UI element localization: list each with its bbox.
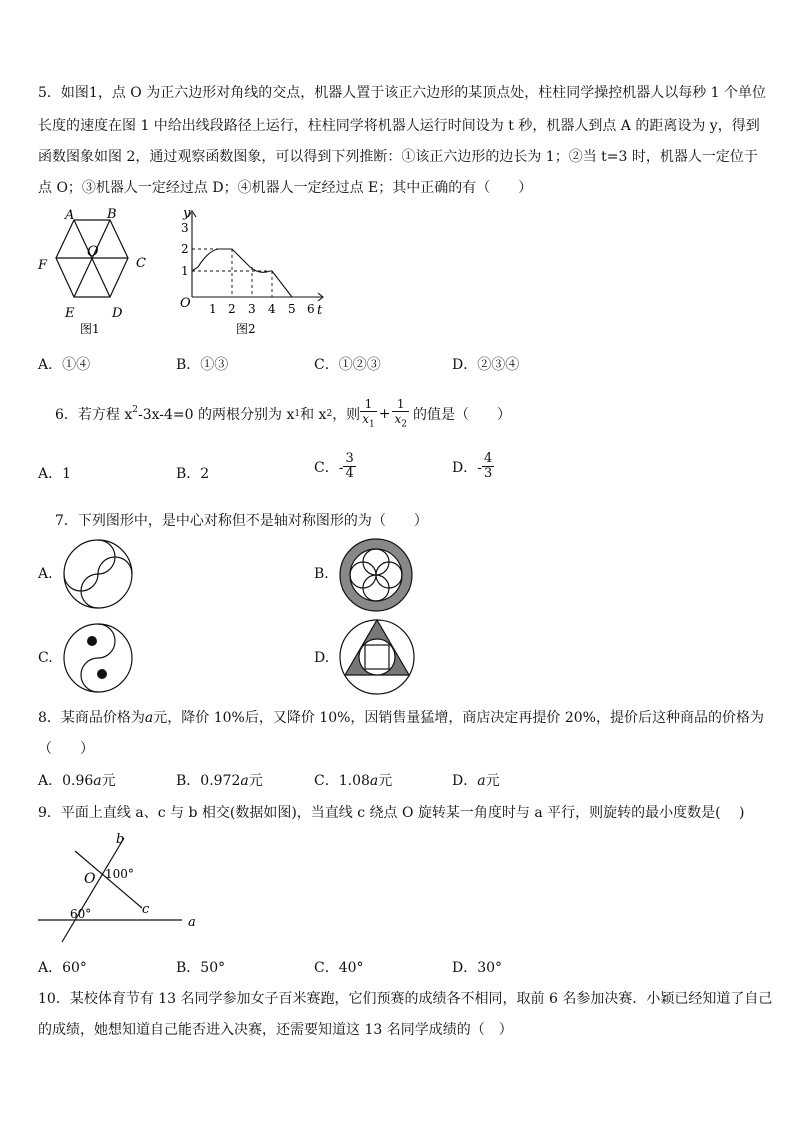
q6-then: ，则 bbox=[332, 407, 361, 424]
q6-sub1: 1 bbox=[294, 409, 301, 420]
q5-option-c[interactable]: C．①②③ bbox=[314, 357, 381, 373]
q10-stem-line2: 的成绩，她想知道自己能否进入决赛，还需要知道这 13 名同学成绩的（ ） bbox=[38, 1022, 513, 1038]
q6-prefix: 6．若方程 x bbox=[55, 407, 133, 424]
q6-plus: + bbox=[378, 406, 391, 423]
q8-option-a[interactable]: A．0.96a元 bbox=[38, 773, 116, 789]
q5-figure2-graph bbox=[172, 205, 342, 340]
fig1-label-f: F bbox=[38, 258, 48, 273]
fig1-label-e: E bbox=[65, 306, 75, 321]
q7-option-b-label[interactable]: B. bbox=[314, 566, 329, 582]
q9-angle-100: 100° bbox=[105, 867, 134, 881]
fig2-xtick-5: 5 bbox=[288, 302, 296, 316]
q5-stem-line4: 点 O；③机器人一定经过点 D；④机器人一定经过点 E；其中正确的有（ ） bbox=[38, 180, 533, 196]
fig2-origin-label: O bbox=[180, 296, 191, 311]
q6-option-c[interactable]: C．- $\frac{3}{4}$ bbox=[314, 451, 354, 481]
q7-figure-c-yinyang[interactable] bbox=[62, 622, 134, 694]
fig2-ytick-2: 2 bbox=[181, 242, 189, 256]
q9-label-o: O bbox=[84, 871, 96, 887]
q6-option-a[interactable]: A．1 bbox=[38, 466, 72, 482]
fig1-label-a: A bbox=[65, 208, 75, 223]
q5-stem-line3: 函数图象如图 2，通过观察函数图象，可以得到下列推断：①该正六边形的边长为 1；②当 t=3 时，机器人一定位于 bbox=[38, 149, 758, 165]
q6-frac2-den: $x_2$ bbox=[394, 412, 407, 430]
q6-sub2: 2 bbox=[326, 409, 333, 420]
q7-figure-d-triangle-square[interactable] bbox=[338, 618, 416, 696]
q6-fraction-2 bbox=[392, 397, 409, 431]
q9-option-c[interactable]: C．40° bbox=[314, 960, 364, 976]
q6-frac1-num: 1 bbox=[360, 397, 377, 412]
q6-fraction-1 bbox=[360, 397, 377, 431]
fig1-label-b: B bbox=[107, 207, 117, 222]
q6-suffix: 的值是（ ） bbox=[412, 407, 511, 424]
q6-stem bbox=[55, 397, 511, 431]
q8-paren: （ ） bbox=[38, 741, 94, 757]
fig2-y-axis-label: y bbox=[183, 206, 191, 221]
q7-figure-a-swirl[interactable] bbox=[62, 538, 134, 610]
q7-figure-b-flower[interactable] bbox=[338, 537, 414, 613]
q10-stem-line1: 10．某校体育节有 13 名同学参加女子百米赛跑，它们预赛的成绩各不相同，取前 6 名参加决赛．小颖已经知道了自己 bbox=[38, 991, 773, 1007]
q7-option-d-label[interactable]: D. bbox=[314, 650, 330, 666]
q5-option-a[interactable]: A．①④ bbox=[38, 357, 91, 373]
q8-stem: 8．某商品价格为a元，降价 10%后，又降价 10%，因销售量猛增，商店决定再提价 20%，提价后这种商品的价格为 bbox=[38, 710, 764, 726]
q9-option-b[interactable]: B．50° bbox=[176, 960, 226, 976]
q9-angle-60: 60° bbox=[70, 907, 92, 921]
fig1-label-d: D bbox=[112, 306, 123, 321]
q7-option-c-label[interactable]: C. bbox=[38, 650, 53, 666]
q9-label-b: b bbox=[116, 832, 125, 847]
q6-option-d[interactable]: D．- $\frac{4}{3}$ bbox=[452, 451, 493, 481]
q9-figure-lines bbox=[30, 828, 210, 948]
fig2-xtick-1: 1 bbox=[209, 302, 217, 316]
fig1-label-o: O bbox=[87, 244, 99, 260]
q5-figure1-hexagon bbox=[30, 205, 160, 340]
q9-label-c: c bbox=[142, 902, 150, 917]
fig2-xtick-4: 4 bbox=[268, 302, 276, 316]
fig1-label-c: C bbox=[136, 256, 146, 271]
q7-option-a-label[interactable]: A. bbox=[38, 566, 53, 582]
q8-option-b[interactable]: B．0.972a元 bbox=[176, 773, 263, 789]
q6-option-d-fraction: $\frac{4}{3}$ bbox=[483, 451, 493, 481]
fig2-t-axis-label: t bbox=[317, 303, 323, 318]
q5-stem-line2: 长度的速度在图 1 中给出线段路径上运行，柱柱同学将机器人运行时间设为 t 秒，机器人到点 A 的距离设为 y，得到 bbox=[38, 118, 760, 134]
q6-mid: -3x-4=0 的两根分别为 x bbox=[138, 407, 295, 424]
q7-stem: 7．下列图形中，是中心对称但不是轴对称图形的为（ ） bbox=[55, 513, 428, 529]
q9-option-a[interactable]: A．60° bbox=[38, 960, 87, 976]
fig2-xtick-3: 3 bbox=[248, 302, 256, 316]
q5-option-d[interactable]: D．②③④ bbox=[452, 357, 520, 373]
q5-option-b[interactable]: B．①③ bbox=[176, 357, 229, 373]
q6-option-b[interactable]: B．2 bbox=[176, 466, 210, 482]
fig2-ytick-1: 1 bbox=[181, 264, 189, 278]
q6-frac1-den: $x_1$ bbox=[362, 412, 375, 430]
q6-exponent: 2 bbox=[132, 405, 138, 416]
q8-option-c[interactable]: C．1.08a元 bbox=[314, 773, 393, 789]
q9-option-d[interactable]: D．30° bbox=[452, 960, 503, 976]
q6-and: 和 x bbox=[300, 407, 327, 424]
q5-stem-line1: 5．如图1，点 O 为正六边形对角线的交点，机器人置于该正六边形的某顶点处，柱柱同学操控机器人以每秒 1 个单位 bbox=[38, 85, 766, 101]
fig2-caption: 图2 bbox=[236, 322, 256, 336]
fig1-caption: 图1 bbox=[80, 322, 100, 336]
fig2-xtick-2: 2 bbox=[228, 302, 236, 316]
q9-stem: 9．平面上直线 a、c 与 b 相交(数据如图)，当直线 c 绕点 O 旋转某一角度时与 a 平行，则旋转的最小度数是( ) bbox=[38, 805, 745, 821]
q6-option-c-fraction: $\frac{3}{4}$ bbox=[345, 451, 354, 481]
q8-var-a: a bbox=[144, 710, 154, 726]
q8-option-d[interactable]: D．a元 bbox=[452, 773, 500, 789]
q9-label-a: a bbox=[188, 915, 196, 930]
fig2-ytick-3: 3 bbox=[181, 221, 189, 235]
fig2-xtick-6: 6 bbox=[307, 302, 315, 316]
q6-frac2-num: 1 bbox=[392, 397, 409, 412]
